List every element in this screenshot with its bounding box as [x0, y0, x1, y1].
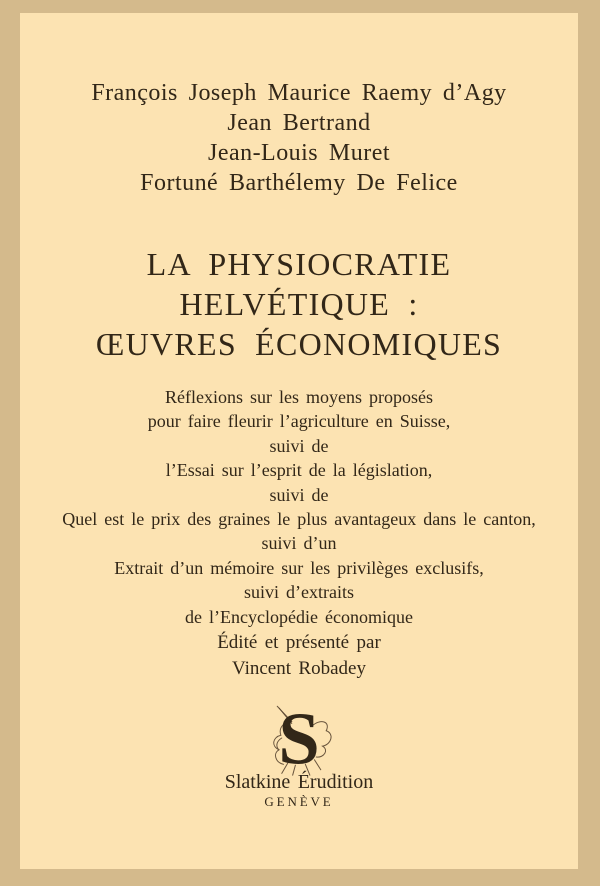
editor-name: Vincent Robadey	[232, 658, 366, 679]
subtitle-line: suivi d’extraits	[243, 582, 354, 603]
book-title-line: HELVÉTIQUE :	[179, 286, 419, 322]
logo-letter: S	[278, 699, 320, 777]
subtitle-line: suivi de	[269, 484, 329, 505]
book-title	[20, 244, 578, 364]
subtitle-line: l’Essai sur l’esprit de la législation,	[165, 460, 433, 481]
subtitle-line: Extrait d’un mémoire sur les privilèges exclusifs,	[114, 557, 484, 578]
book-title-line: ŒUVRES ÉCONOMIQUES	[95, 326, 503, 362]
author-name: François Joseph Maurice Raemy d’Agy	[91, 80, 507, 106]
publisher-logo	[20, 699, 578, 777]
contents-subtitle	[20, 385, 578, 629]
author-name: Jean Bertrand	[227, 110, 371, 136]
book-cover	[20, 13, 578, 869]
editor-credit	[20, 630, 578, 682]
book-title-line: LA PHYSIOCRATIE	[146, 246, 452, 282]
publisher-name: Slatkine Érudition	[224, 771, 374, 793]
slatkine-unicorn-logo-icon	[239, 699, 359, 777]
author-name: Jean-Louis Muret	[208, 140, 390, 166]
subtitle-line: Quel est le prix des graines le plus avantageux dans le canton,	[62, 509, 536, 530]
publisher-city: GENÈVE	[264, 794, 334, 809]
subtitle-line: suivi de	[269, 435, 329, 456]
author-list	[20, 78, 578, 198]
editor-credit-line: Édité et présenté par	[217, 632, 381, 653]
author-name: Fortuné Barthélemy De Felice	[140, 170, 458, 196]
subtitle-line: pour faire fleurir l’agriculture en Suisse,	[147, 411, 451, 432]
subtitle-line: suivi d’un	[261, 533, 337, 554]
subtitle-line: de l’Encyclopédie économique	[185, 606, 413, 627]
subtitle-line: Réflexions sur les moyens proposés	[164, 387, 434, 407]
